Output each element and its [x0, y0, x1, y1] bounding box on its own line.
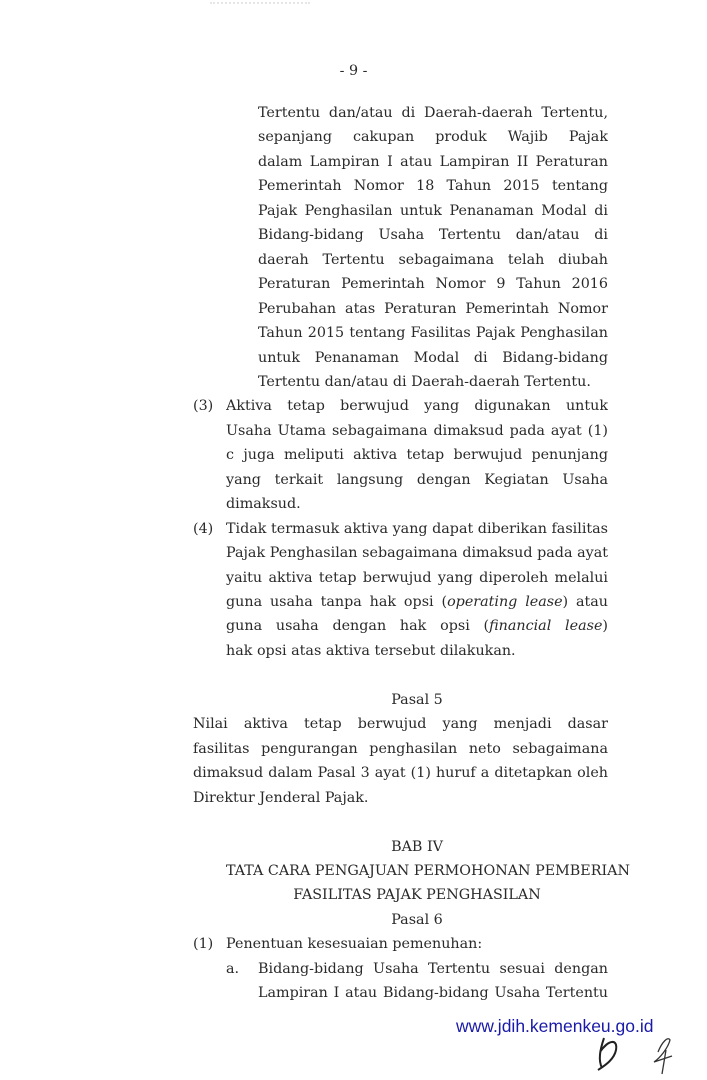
paragraph-number: a. — [226, 960, 240, 977]
section-heading: TATA CARA PENGAJUAN PERMOHONAN PEMBERIAN — [226, 862, 630, 879]
section-heading: Pasal 5 — [391, 691, 443, 708]
section-heading: Pasal 6 — [391, 911, 443, 928]
text-line: Pajak Penghasilan sebagaimana dimaksud pada ayat — [226, 545, 608, 562]
text-segment: ) atau — [562, 594, 608, 610]
text-line: Tertentu dan/atau di Daerah-daerah Tertentu, — [258, 105, 608, 121]
text-line: yaitu aktiva tetap berwujud yang diperoleh melalui — [226, 569, 608, 586]
text-line: untuk Penanaman Modal di Bidang-bidang — [258, 349, 608, 366]
italic-term: operating lease — [447, 594, 563, 610]
text-line: Bidang-bidang Usaha Tertentu sesuai dengan — [258, 960, 608, 977]
text-line — [226, 590, 608, 614]
paragraph-number: (3) — [193, 398, 214, 415]
section-heading: FASILITAS PAJAK PENGHASILAN — [293, 887, 541, 904]
text-line: Bidang-bidang Usaha Tertentu dan/atau di — [258, 227, 608, 244]
text-line: Nilai aktiva tetap berwujud yang menjadi dasar — [193, 716, 608, 733]
text-line — [226, 614, 608, 638]
text-line: hak opsi atas aktiva tersebut dilakukan. — [226, 642, 516, 659]
text-segment: ) — [602, 618, 608, 635]
text-line: dimaksud. — [226, 496, 301, 513]
text-line: Tertentu dan/atau di Daerah-daerah Tertentu. — [258, 373, 591, 390]
text-segment: guna usaha tanpa hak opsi ( — [226, 594, 448, 610]
text-line: Pajak Penghasilan untuk Penanaman Modal di — [258, 202, 608, 219]
text-line: Lampiran I atau Bidang-bidang Usaha Tertentu — [258, 985, 608, 1002]
scan-artifact — [210, 2, 310, 10]
page-number: - 9 - — [339, 63, 368, 79]
text-line: Tahun 2015 tentang Fasilitas Pajak Penghasilan — [258, 325, 608, 342]
website-link[interactable]: www.jdih.kemenkeu.go.id — [456, 1016, 654, 1036]
text-line: dimaksud dalam Pasal 3 ayat (1) huruf a ditetapkan oleh — [193, 765, 608, 782]
text-line: Aktiva tetap berwujud yang digunakan untuk — [226, 398, 608, 415]
text-line: c juga meliputi aktiva tetap berwujud penunjang — [226, 447, 608, 464]
text-line: Direktur Jenderal Pajak. — [193, 789, 369, 806]
italic-term: financial lease — [489, 618, 603, 635]
paragraph-number: (4) — [193, 520, 214, 537]
handwritten-initials — [590, 1030, 690, 1075]
text-line: Perubahan atas Peraturan Pemerintah Nomor — [258, 300, 608, 317]
text-line: fasilitas pengurangan penghasilan neto sebagaimana — [193, 740, 608, 757]
section-heading: BAB IV — [391, 838, 443, 855]
text-line: Tidak termasuk aktiva yang dapat diberikan fasilitas — [226, 520, 608, 537]
text-segment: guna usaha dengan hak opsi ( — [226, 618, 490, 635]
text-line: Penentuan kesesuaian pemenuhan: — [226, 936, 483, 953]
text-line: yang terkait langsung dengan Kegiatan Usaha — [226, 471, 608, 488]
text-line: dalam Lampiran I atau Lampiran II Peraturan — [258, 153, 608, 170]
text-line: Pemerintah Nomor 18 Tahun 2015 tentang — [258, 178, 608, 195]
text-line: Usaha Utama sebagaimana dimaksud pada ayat (1) — [226, 422, 608, 439]
text-line: daerah Tertentu sebagaimana telah diubah — [258, 251, 608, 268]
text-line: Peraturan Pemerintah Nomor 9 Tahun 2016 — [258, 276, 608, 293]
paragraph-number: (1) — [193, 936, 214, 953]
text-line: sepanjang cakupan produk Wajib Pajak — [258, 129, 608, 146]
